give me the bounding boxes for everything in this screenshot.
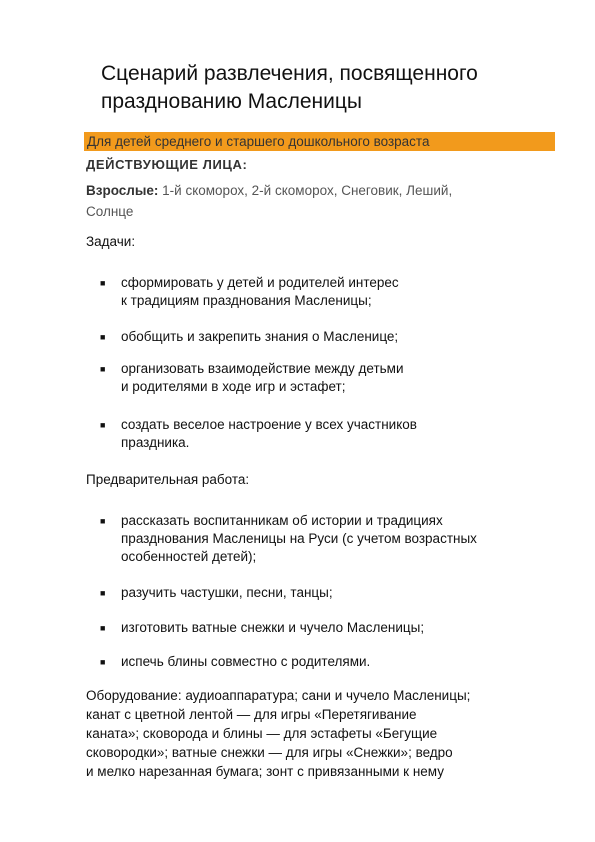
list-item xyxy=(100,653,370,671)
list-item xyxy=(100,274,399,310)
prep-label: Предварительная работа: xyxy=(86,472,250,487)
title-line: Сценарий развлечения, посвященного xyxy=(101,62,478,85)
list-item xyxy=(100,584,333,602)
list-item-text: сформировать у детей и родителей интерес xyxy=(121,275,399,290)
list-item-text: разучить частушки, песни, танцы; xyxy=(121,585,333,600)
list-item-text: создать веселое настроение у всех участников xyxy=(121,417,417,432)
list-item xyxy=(100,360,404,396)
equipment-line: Оборудование: аудиоаппаратура; сани и чучело Масленицы; xyxy=(86,688,471,703)
equipment-paragraph xyxy=(86,686,556,781)
bullet-icon: ■ xyxy=(100,420,106,430)
list-item-text: организовать взаимодействие между детьми xyxy=(121,361,404,376)
page-title xyxy=(101,60,571,116)
adults-line: 1-й скоморох, 2-й скоморох, Снеговик, Леший, xyxy=(158,183,453,198)
adults-line: Солнце xyxy=(86,204,134,219)
title-line: празднованию Масленицы xyxy=(101,90,362,113)
list-item xyxy=(100,416,417,452)
list-item xyxy=(100,619,424,637)
equipment-line: и мелко нарезанная бумага; зонт с привязанными к нему xyxy=(86,764,444,779)
list-item-text: особенностей детей); xyxy=(121,549,257,564)
bullet-icon: ■ xyxy=(100,516,106,526)
bullet-icon: ■ xyxy=(100,588,106,598)
bullet-icon: ■ xyxy=(100,332,106,342)
list-item-text: испечь блины совместно с родителями. xyxy=(121,654,371,669)
list-item xyxy=(100,328,398,346)
bullet-icon: ■ xyxy=(100,278,106,288)
equipment-line: каната»; сковорода и блины — для эстафеты «Бегущие xyxy=(86,726,438,741)
list-item-text: и родителями в ходе игр и эстафет; xyxy=(121,379,346,394)
tasks-label: Задачи: xyxy=(86,234,136,249)
bullet-icon: ■ xyxy=(100,657,106,667)
bullet-icon: ■ xyxy=(100,364,106,374)
age-group-banner: Для детей среднего и старшего дошкольного возраста xyxy=(84,132,555,151)
list-item-text: празднования Масленицы на Руси (с учетом возрастных xyxy=(121,531,477,546)
list-item-text: праздника. xyxy=(121,435,190,450)
cast-list xyxy=(86,180,546,222)
list-item-text: рассказать воспитанникам об истории и традициях xyxy=(121,513,443,528)
list-item xyxy=(100,512,477,566)
list-item-text: изготовить ватные снежки и чучело Масленицы; xyxy=(121,620,425,635)
list-item-text: обобщить и закрепить знания о Масленице; xyxy=(121,329,399,344)
list-item-text: к традициям празднования Масленицы; xyxy=(121,293,372,308)
adults-label: Взрослые: xyxy=(86,183,159,198)
bullet-icon: ■ xyxy=(100,623,106,633)
equipment-line: канат с цветной лентой — для игры «Перетягивание xyxy=(86,707,417,722)
cast-heading: ДЕЙСТВУЮЩИЕ ЛИЦА: xyxy=(86,157,248,172)
equipment-line: сковородки»; ватные снежки — для игры «Снежки»; ведро xyxy=(86,745,453,760)
